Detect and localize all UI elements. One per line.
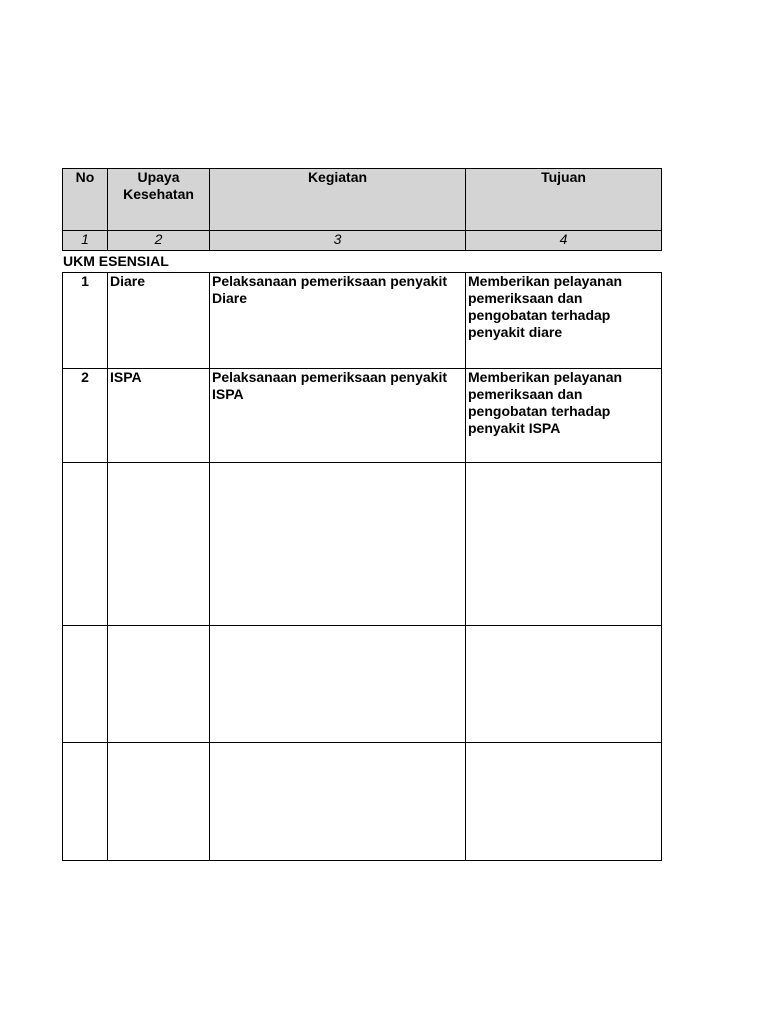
spreadsheet-page [62, 168, 661, 861]
empty-cell [210, 626, 466, 743]
cell-no: 2 [63, 369, 108, 463]
empty-cell [108, 626, 210, 743]
empty-cell [63, 743, 108, 861]
empty-cell [466, 463, 662, 626]
table-row [63, 273, 662, 369]
activity-table-body [62, 272, 662, 861]
activity-table [62, 168, 662, 251]
empty-table-row [63, 743, 662, 861]
empty-table-row [63, 626, 662, 743]
column-number: 4 [466, 231, 662, 251]
header-tujuan: Tujuan [466, 169, 662, 231]
header-upaya-line2: Kesehatan [123, 186, 194, 202]
cell-upaya: Diare [108, 273, 210, 369]
empty-cell [63, 463, 108, 626]
cell-no: 1 [63, 273, 108, 369]
empty-cell [108, 743, 210, 861]
cell-tujuan: Memberikan pelayanan pemeriksaan dan pengobatan terhadap penyakit ISPA [466, 369, 662, 463]
cell-kegiatan: Pelaksanaan pemeriksaan penyakit ISPA [210, 369, 466, 463]
column-number: 2 [108, 231, 210, 251]
empty-cell [466, 626, 662, 743]
header-upaya-kesehatan [108, 169, 210, 231]
column-number-row [63, 231, 662, 251]
empty-table-row [63, 463, 662, 626]
column-number: 1 [63, 231, 108, 251]
header-row [63, 169, 662, 231]
empty-cell [210, 743, 466, 861]
header-kegiatan: Kegiatan [210, 169, 466, 231]
empty-cell [108, 463, 210, 626]
header-no: No [63, 169, 108, 231]
column-number: 3 [210, 231, 466, 251]
cell-kegiatan: Pelaksanaan pemeriksaan penyakit Diare [210, 273, 466, 369]
header-upaya-line1: Upaya [137, 169, 180, 185]
table-row [63, 369, 662, 463]
empty-cell [63, 626, 108, 743]
empty-cell [210, 463, 466, 626]
cell-upaya: ISPA [108, 369, 210, 463]
cell-tujuan: Memberikan pelayanan pemeriksaan dan pengobatan terhadap penyakit diare [466, 273, 662, 369]
section-label: UKM ESENSIAL [63, 253, 169, 269]
empty-cell [466, 743, 662, 861]
